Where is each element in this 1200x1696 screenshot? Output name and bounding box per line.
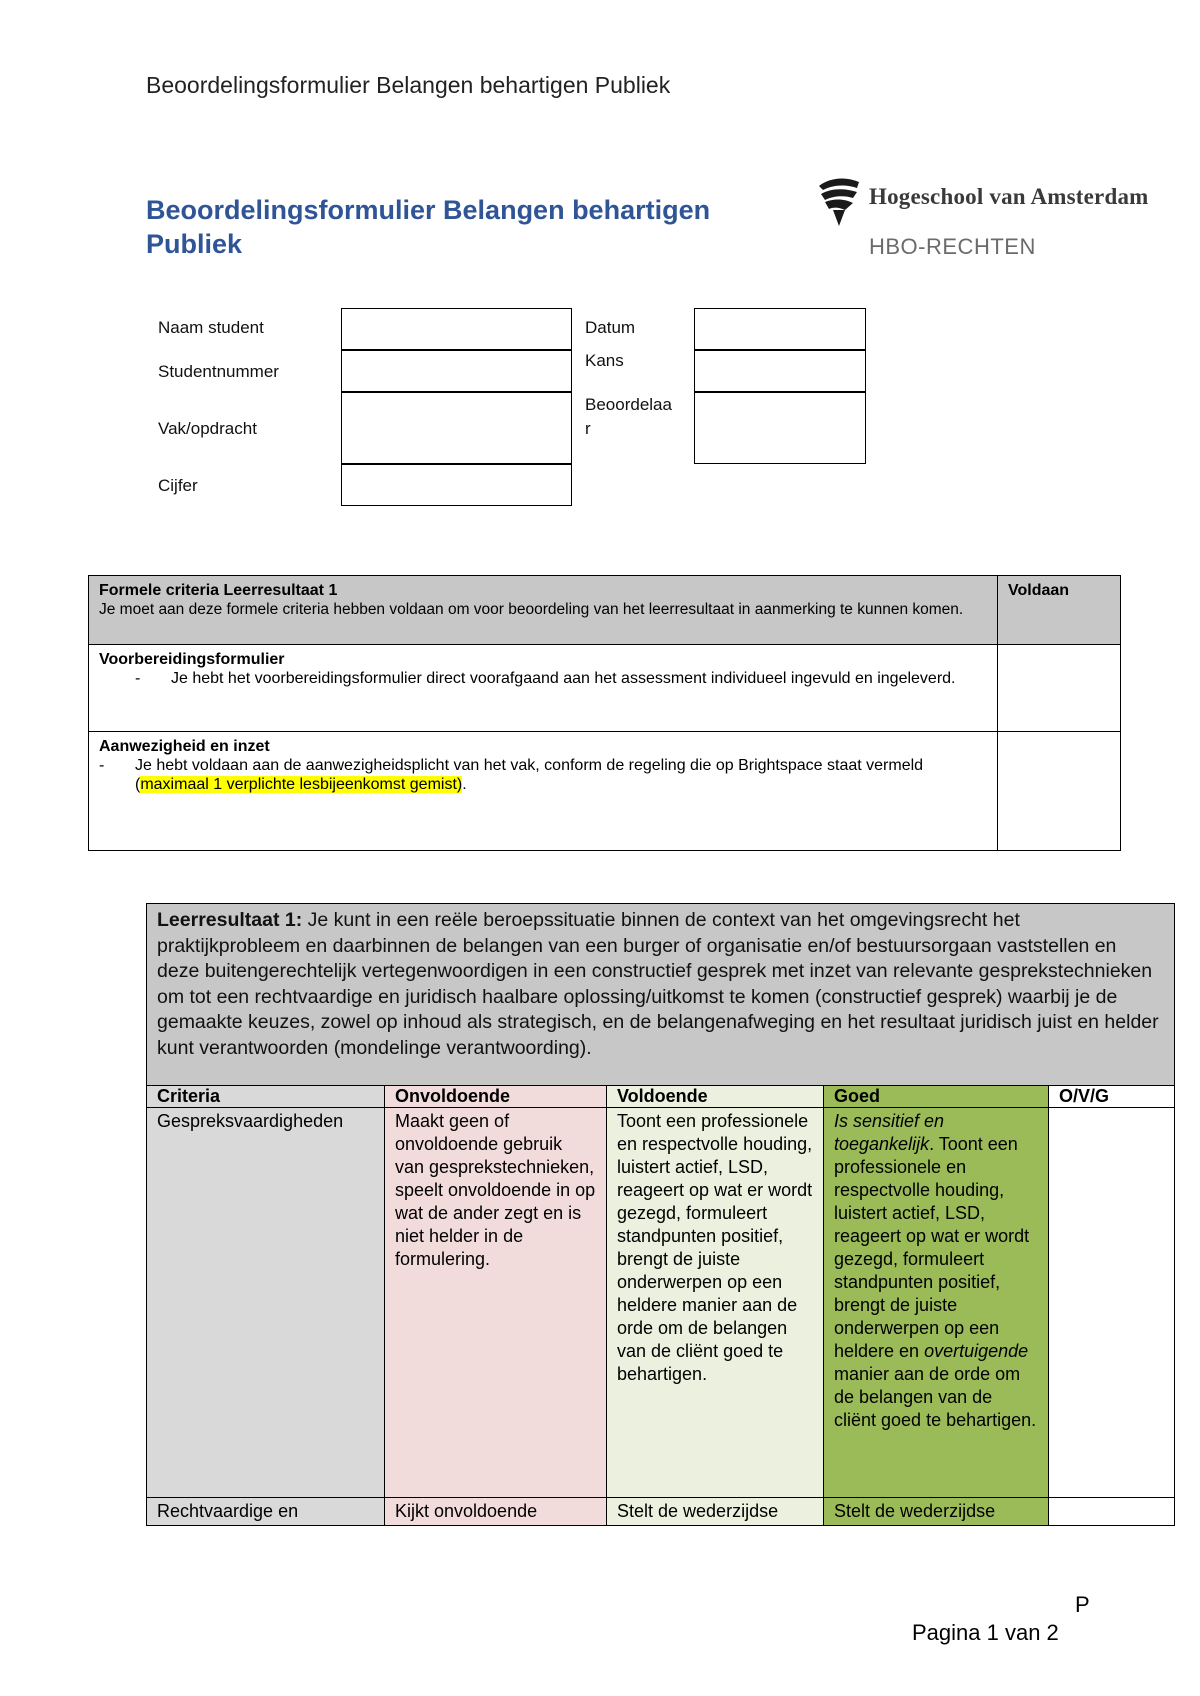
goed-text-b: manier aan de orde om de belangen van de cliënt goed te behartigen.	[834, 1364, 1037, 1430]
voldaan-header: Voldaan	[998, 576, 1121, 645]
bullet-dash: -	[99, 757, 105, 774]
leerresultaat-table	[146, 903, 1175, 1526]
aanwezigheid-text-b: .	[462, 776, 467, 793]
aanwezigheid-text	[135, 756, 987, 794]
page-number: Pagina 1 van 2	[912, 1620, 1059, 1645]
voorbereidingsformulier-title: Voorbereidingsformulier	[99, 651, 285, 668]
cijfer-field[interactable]	[341, 464, 572, 506]
label-naam-student: Naam student	[158, 318, 264, 337]
voorbereidingsformulier-text: Je hebt het voorbereidingsformulier direct voorafgaand aan het assessment individueel ingevuld en ingeleverd.	[171, 670, 956, 687]
footer-marker: P	[1075, 1592, 1090, 1617]
goed-emphasis-2: overtuigende	[924, 1341, 1029, 1361]
table-row	[89, 576, 1121, 645]
header-ovg: O/V/G	[1049, 1086, 1175, 1108]
aanwezigheid-title: Aanwezigheid en inzet	[99, 738, 270, 755]
header-onvoldoende: Onvoldoende	[385, 1086, 607, 1108]
formele-criteria-title: Formele criteria Leerresultaat 1	[99, 582, 338, 599]
aanwezigheid-text-a: Je hebt voldaan aan de aanwezigheidsplicht van het vak, conform de regeling die op Brightspace staat vermeld (	[135, 757, 924, 793]
title-line-2: Publiek	[146, 229, 243, 259]
goed-emphasis-1: Is sensitief en toegankelijk	[834, 1111, 945, 1154]
logo-name: Hogeschool van Amsterdam	[869, 184, 1149, 209]
datum-field[interactable]	[694, 308, 866, 350]
beoordelaar-field[interactable]	[694, 392, 866, 464]
ovg-cell-2[interactable]	[1049, 1498, 1175, 1526]
cell-onvoldoende: Kijkt onvoldoende	[385, 1498, 607, 1526]
criterium-gespreksvaardigheden: Gespreksvaardigheden	[147, 1108, 385, 1498]
table-row	[147, 1498, 1175, 1526]
bullet-dash: -	[135, 670, 141, 687]
label-beoordelaar	[585, 393, 672, 441]
hva-logo-mark-icon	[815, 176, 863, 228]
voorbereidingsformulier-cell	[89, 645, 998, 732]
studentnummer-field[interactable]	[341, 350, 572, 392]
criterium-rechtvaardige: Rechtvaardige en	[147, 1498, 385, 1526]
list-item	[99, 756, 987, 794]
leerresultaat-text: Je kunt in een reële beroepssituatie binnen de context van het omgevingsrecht het praktijkprobleem en daarbinnen de belangen van een burger of organisatie en/of bestuursorgaan vaststellen en deze buitengerechtelijk vertegenwoordigen in een constructief gesprek met inzet van relevante gesprekstechnieken om tot een rechtvaardige en juridisch haalbare oplossing/uitkomst te komen (constructief gesprek) waarbij je de gemaakte keuzes, zowel op inhoud als strategisch, en de belangenafweging en het resultaat juridisch juist en helder kunt verantwoorden (mondelinge verantwoording).	[157, 909, 1159, 1059]
formele-criteria-intro: Je moet aan deze formele criteria hebben voldaan om voor beoordeling van het leerresultaat in aanmerking te kunnen komen.	[99, 601, 964, 618]
title-line-1: Beoordelingsformulier Belangen behartigen	[146, 195, 711, 225]
label-datum: Datum	[585, 318, 636, 337]
label-cijfer: Cijfer	[158, 476, 198, 495]
formele-criteria-table	[88, 575, 1121, 851]
aanwezigheid-cell	[89, 732, 998, 851]
voldaan-cell-2[interactable]	[998, 732, 1121, 851]
vak-opdracht-field[interactable]	[341, 392, 572, 464]
logo-subtitle: HBO-RECHTEN	[869, 234, 1036, 259]
table-row	[89, 732, 1121, 851]
cell-onvoldoende: Maakt geen of onvoldoende gebruik van gesprekstechnieken, speelt onvoldoende in op wat de ander zegt en is niet helder in de formulering.	[385, 1108, 607, 1498]
ovg-cell-1[interactable]	[1049, 1108, 1175, 1498]
goed-text-a: . Toont een professionele en respectvolle houding, luistert actief, LSD, reageert op wat er wordt gezegd, formuleert standpunten positief, brengt de juiste onderwerpen op een heldere en	[834, 1134, 1030, 1361]
table-row	[89, 645, 1121, 732]
label-studentnummer: Studentnummer	[158, 362, 279, 381]
header-criteria: Criteria	[147, 1086, 385, 1108]
header-voldoende: Voldoende	[607, 1086, 824, 1108]
cell-voldoende: Toont een professionele en respectvolle houding, luistert actief, LSD, reageert op wat er wordt gezegd, formuleert standpunten positief, brengt de juiste onderwerpen op een heldere manier aan de orde om de belangen van de cliënt goed te behartigen.	[607, 1108, 824, 1498]
label-kans: Kans	[585, 351, 624, 370]
highlighted-text: maximaal 1 verplichte lesbijeenkomst gemist)	[140, 776, 463, 793]
cell-goed	[824, 1108, 1049, 1498]
formele-criteria-header	[89, 576, 998, 645]
leerresultaat-description	[147, 904, 1175, 1086]
leerresultaat-label: Leerresultaat 1:	[157, 909, 303, 931]
label-beoordelaar-part2: r	[585, 419, 591, 438]
running-header: Beoordelingsformulier Belangen behartigen Publiek	[146, 72, 671, 98]
cell-voldoende: Stelt de wederzijdse	[607, 1498, 824, 1526]
header-goed: Goed	[824, 1086, 1049, 1108]
naam-student-field[interactable]	[341, 308, 572, 350]
table-row	[147, 1108, 1175, 1498]
voldaan-cell-1[interactable]	[998, 645, 1121, 732]
hva-logo	[815, 174, 1165, 264]
table-header-row	[147, 1086, 1175, 1108]
label-beoordelaar-part1: Beoordelaa	[585, 395, 672, 414]
label-vak-opdracht: Vak/opdracht	[158, 419, 257, 438]
page-title	[146, 193, 786, 261]
table-row	[147, 904, 1175, 1086]
kans-field[interactable]	[694, 350, 866, 392]
cell-goed: Stelt de wederzijdse	[824, 1498, 1049, 1526]
list-item	[99, 669, 987, 688]
